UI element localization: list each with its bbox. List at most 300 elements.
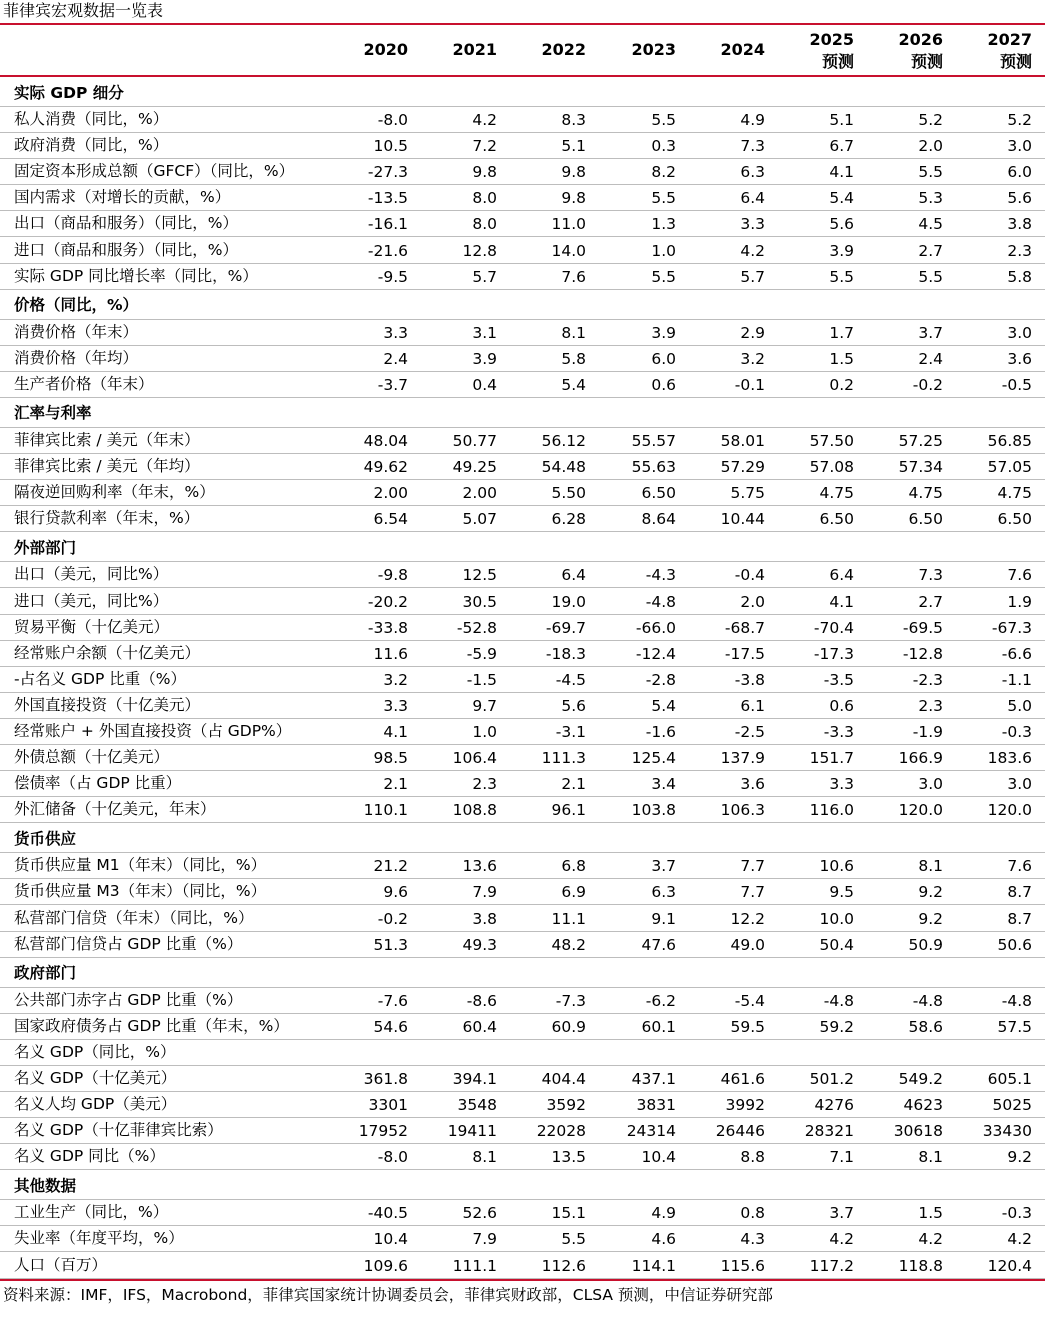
cell-value: 1.5 <box>829 349 854 368</box>
cell-value: 10.44 <box>720 510 765 529</box>
cell-value: 437.1 <box>631 1070 676 1088</box>
cell-value: 49.0 <box>730 935 765 954</box>
cell-value: 13.6 <box>462 857 497 876</box>
cell-value: 7.6 <box>1007 857 1032 876</box>
cell-value: 5.1 <box>561 137 586 156</box>
cell-value: 7.7 <box>740 857 765 876</box>
table-row <box>0 667 1045 693</box>
header-year-3 <box>597 25 676 75</box>
cell-value: 2.9 <box>740 323 765 342</box>
row-label: 货币供应量 M1（年末）（同比，%） <box>14 856 267 875</box>
cell-value: 1.0 <box>651 241 676 260</box>
cell-value: 5.4 <box>651 696 676 715</box>
cell-value: 361.8 <box>363 1070 408 1088</box>
cell-value: 2.3 <box>1007 241 1032 260</box>
table-body <box>0 77 1045 1279</box>
cell-value: 3.9 <box>651 323 676 342</box>
cell-value: 30618 <box>893 1122 943 1141</box>
cell-value: 118.8 <box>898 1256 943 1275</box>
cell-value <box>330 1040 408 1065</box>
cell-value: 11.1 <box>551 909 586 928</box>
cell-value: 6.4 <box>561 566 586 585</box>
cell-value: 14.0 <box>551 241 586 260</box>
cell-value: -33.8 <box>367 618 408 637</box>
cell-value: -1.1 <box>1001 670 1032 689</box>
table-row <box>0 905 1045 931</box>
cell-value: -8.0 <box>377 111 408 130</box>
cell-value: 96.1 <box>551 801 586 820</box>
cell-value: 0.4 <box>472 375 497 394</box>
cell-value: 3.6 <box>740 775 765 794</box>
cell-value: 6.54 <box>373 510 408 529</box>
cell-value: 0.3 <box>651 137 676 156</box>
cell-value: -0.3 <box>1001 1204 1032 1223</box>
table-row <box>0 185 1045 211</box>
cell-value: 19.0 <box>551 592 586 611</box>
cell-value: -70.4 <box>813 618 854 637</box>
cell-value: 6.50 <box>819 510 854 529</box>
cell-value: 4.2 <box>472 111 497 130</box>
cell-value: 0.6 <box>829 696 854 715</box>
cell-value: -3.5 <box>823 670 854 689</box>
cell-value: -13.5 <box>367 189 408 208</box>
cell-value: 3.0 <box>1007 137 1032 156</box>
cell-value: 2.00 <box>462 484 497 503</box>
table-row <box>0 428 1045 454</box>
section-title: 货币供应 <box>14 829 77 848</box>
cell-value: 50.9 <box>908 935 943 954</box>
cell-value: -67.3 <box>991 618 1032 637</box>
cell-value: 0.6 <box>651 375 676 394</box>
row-label: 货币供应量 M3（年末）（同比，%） <box>14 882 267 901</box>
cell-value: 4276 <box>814 1096 854 1115</box>
section-header-row <box>0 290 1045 320</box>
cell-value: 2.3 <box>472 775 497 794</box>
cell-value: 12.8 <box>462 241 497 260</box>
cell-value: -8.0 <box>377 1148 408 1167</box>
cell-value: 49.3 <box>462 935 497 954</box>
table-header-row <box>0 25 1045 77</box>
cell-value: 49.25 <box>452 458 497 477</box>
cell-value: 48.2 <box>551 935 586 954</box>
cell-value: 6.4 <box>740 189 765 208</box>
cell-value: 5.4 <box>561 375 586 394</box>
cell-value: -12.8 <box>902 644 943 663</box>
cell-value: 7.3 <box>918 566 943 585</box>
header-year-label: 2025 <box>809 30 854 49</box>
row-label: 贸易平衡（十亿美元） <box>14 617 170 636</box>
table-row <box>0 797 1045 823</box>
cell-value: 1.3 <box>651 215 676 234</box>
row-label: 私营部门信贷占 GDP 比重（%） <box>14 934 243 953</box>
header-year-label: 2026 <box>898 30 943 49</box>
cell-value: 109.6 <box>363 1256 408 1275</box>
cell-value: -4.8 <box>823 991 854 1010</box>
cell-value: 183.6 <box>987 749 1032 768</box>
cell-value: 106.4 <box>452 749 497 768</box>
cell-value: 51.3 <box>373 935 408 954</box>
cell-value: 5.5 <box>829 267 854 286</box>
header-year-label: 2020 <box>363 40 408 59</box>
row-label: 外债总额（十亿美元） <box>14 748 170 767</box>
cell-value: 2.00 <box>373 484 408 503</box>
cell-value: -17.5 <box>724 644 765 663</box>
cell-value: -5.9 <box>466 644 497 663</box>
table-row <box>0 615 1045 641</box>
header-year-0 <box>330 25 408 75</box>
section-title: 实际 GDP 细分 <box>14 83 124 102</box>
cell-value: 125.4 <box>631 749 676 768</box>
cell-value: 120.0 <box>898 801 943 820</box>
cell-value: 60.1 <box>641 1017 676 1036</box>
cell-value: 112.6 <box>541 1256 586 1275</box>
cell-value: 10.0 <box>819 909 854 928</box>
header-year-2 <box>508 25 586 75</box>
cell-value: 50.4 <box>819 935 854 954</box>
section-header-row <box>0 823 1045 853</box>
section-header-row <box>0 532 1045 562</box>
cell-value: 4.2 <box>1007 1230 1032 1249</box>
cell-value: 24314 <box>626 1122 676 1141</box>
cell-value: 57.08 <box>809 458 854 477</box>
cell-value: 4.1 <box>829 592 854 611</box>
cell-value: 6.0 <box>651 349 676 368</box>
cell-value: 6.4 <box>829 566 854 585</box>
cell-value: 8.1 <box>918 857 943 876</box>
row-label: 名义 GDP（同比，%） <box>14 1042 176 1061</box>
cell-value: 48.04 <box>363 432 408 451</box>
table-row <box>0 237 1045 263</box>
cell-value: 9.8 <box>561 163 586 182</box>
section-header-row <box>0 398 1045 428</box>
cell-value: 22028 <box>536 1122 586 1141</box>
row-label: 失业率（年度平均，%） <box>14 1229 184 1248</box>
table-row <box>0 264 1045 290</box>
cell-value: 4.75 <box>819 484 854 503</box>
cell-value: 3592 <box>546 1096 586 1115</box>
source-note: 资料来源：IMF，IFS，Macrobond，菲律宾国家统计协调委员会，菲律宾财政部，CLSA 预测，中信证券研究部 <box>3 1286 773 1304</box>
cell-value: 4.75 <box>997 484 1032 503</box>
cell-value: 12.5 <box>462 566 497 585</box>
header-year-label: 2021 <box>452 40 497 59</box>
cell-value: 4623 <box>903 1096 943 1115</box>
cell-value: 9.2 <box>918 909 943 928</box>
cell-value: 6.50 <box>908 510 943 529</box>
row-label: 政府消费（同比，%） <box>14 136 169 155</box>
cell-value: 8.1 <box>472 1148 497 1167</box>
table-row <box>0 133 1045 159</box>
cell-value: 166.9 <box>898 749 943 768</box>
cell-value: -6.2 <box>645 991 676 1010</box>
row-label: 进口（美元，同比%） <box>14 591 169 610</box>
cell-value: -27.3 <box>367 163 408 182</box>
cell-value: -16.1 <box>367 215 408 234</box>
cell-value: 8.0 <box>472 189 497 208</box>
cell-value: 3.7 <box>829 1204 854 1223</box>
cell-value: 2.0 <box>918 137 943 156</box>
table-row <box>0 211 1045 237</box>
cell-value: -66.0 <box>635 618 676 637</box>
cell-value: -69.7 <box>545 618 586 637</box>
cell-value: 26446 <box>715 1122 765 1141</box>
cell-value: 11.6 <box>373 644 408 663</box>
cell-value: 3.7 <box>918 323 943 342</box>
cell-value: 49.62 <box>363 458 408 477</box>
cell-value: -0.2 <box>912 375 943 394</box>
cell-value: 7.3 <box>740 137 765 156</box>
cell-value: 9.8 <box>472 163 497 182</box>
cell-value: 6.50 <box>997 510 1032 529</box>
cell-value: 0.2 <box>829 375 854 394</box>
cell-value: 117.2 <box>809 1256 854 1275</box>
table-row <box>0 506 1045 532</box>
cell-value: 115.6 <box>720 1256 765 1275</box>
cell-value: 19411 <box>447 1122 497 1141</box>
bottom-rule <box>0 1279 1045 1281</box>
cell-value: -2.8 <box>645 670 676 689</box>
cell-value: -20.2 <box>367 592 408 611</box>
cell-value: 6.9 <box>561 883 586 902</box>
cell-value: 7.9 <box>472 1230 497 1249</box>
cell-value: -52.8 <box>456 618 497 637</box>
table-row <box>0 879 1045 905</box>
cell-value: -4.3 <box>645 566 676 585</box>
table-row <box>0 745 1045 771</box>
cell-value: 7.9 <box>472 883 497 902</box>
row-label: 私人消费（同比，%） <box>14 110 169 129</box>
cell-value: 4.9 <box>651 1204 676 1223</box>
cell-value: 57.05 <box>987 458 1032 477</box>
cell-value: 4.1 <box>829 163 854 182</box>
cell-value: 3548 <box>457 1096 497 1115</box>
row-label: 进口（商品和服务）（同比，%） <box>14 240 238 259</box>
row-label: 偿债率（占 GDP 比重） <box>14 774 182 793</box>
cell-value: 10.4 <box>641 1148 676 1167</box>
cell-value: -3.8 <box>734 670 765 689</box>
cell-value: -3.3 <box>823 722 854 741</box>
cell-value: 2.7 <box>918 592 943 611</box>
row-label: 人口（百万） <box>14 1255 108 1274</box>
cell-value: 6.50 <box>641 484 676 503</box>
cell-value: 151.7 <box>809 749 854 768</box>
row-label: 菲律宾比索 / 美元（年末） <box>14 431 200 450</box>
cell-value: 6.3 <box>740 163 765 182</box>
cell-value: 461.6 <box>720 1070 765 1088</box>
cell-value: 8.8 <box>740 1148 765 1167</box>
row-label: -占名义 GDP 比重（%） <box>14 669 186 688</box>
header-year-label: 2027 <box>987 30 1032 49</box>
cell-value: 2.1 <box>561 775 586 794</box>
cell-value <box>954 1040 1032 1065</box>
cell-value: 5.2 <box>918 111 943 130</box>
header-year-label: 2022 <box>541 40 586 59</box>
cell-value: 5.8 <box>561 349 586 368</box>
cell-value: 8.2 <box>651 163 676 182</box>
cell-value: 1.0 <box>472 722 497 741</box>
cell-value: 3.3 <box>383 323 408 342</box>
table-title: 菲律宾宏观数据一览表 <box>3 1 164 20</box>
cell-value: -0.3 <box>1001 722 1032 741</box>
cell-value: -17.3 <box>813 644 854 663</box>
section-header-row <box>0 958 1045 988</box>
cell-value: -5.4 <box>734 991 765 1010</box>
cell-value: 6.8 <box>561 857 586 876</box>
row-label: 消费价格（年末） <box>14 322 139 341</box>
cell-value: 9.8 <box>561 189 586 208</box>
cell-value: 3.3 <box>829 775 854 794</box>
table-row <box>0 1092 1045 1118</box>
table-row <box>0 641 1045 667</box>
cell-value: 10.4 <box>373 1230 408 1249</box>
cell-value: 55.63 <box>631 458 676 477</box>
row-label: 生产者价格（年末） <box>14 374 154 393</box>
cell-value: -18.3 <box>545 644 586 663</box>
cell-value: 6.28 <box>551 510 586 529</box>
cell-value: 60.9 <box>551 1017 586 1036</box>
cell-value <box>597 1040 676 1065</box>
cell-value: 3301 <box>368 1096 408 1115</box>
cell-value: 56.85 <box>987 432 1032 451</box>
cell-value: 47.6 <box>641 935 676 954</box>
macro-data-table <box>0 25 1045 1279</box>
cell-value: 4.6 <box>651 1230 676 1249</box>
cell-value: 3.8 <box>1007 215 1032 234</box>
cell-value: 111.1 <box>452 1256 497 1275</box>
cell-value: 4.5 <box>918 215 943 234</box>
cell-value: 7.7 <box>740 883 765 902</box>
cell-value: 0.8 <box>740 1204 765 1223</box>
cell-value: -4.5 <box>555 670 586 689</box>
cell-value: 5.5 <box>651 189 676 208</box>
section-title: 政府部门 <box>14 964 77 983</box>
cell-value: 549.2 <box>898 1070 943 1088</box>
cell-value: 59.5 <box>730 1017 765 1036</box>
cell-value: 12.2 <box>730 909 765 928</box>
row-label: 经常账户余额（十亿美元） <box>14 643 201 662</box>
cell-value: 6.7 <box>829 137 854 156</box>
section-header-row <box>0 1170 1045 1200</box>
cell-value: 57.34 <box>898 458 943 477</box>
row-label: 国家政府债务占 GDP 比重（年末，%） <box>14 1016 289 1035</box>
table-row <box>0 1040 1045 1066</box>
header-year-5 <box>776 25 854 75</box>
cell-value: -2.3 <box>912 670 943 689</box>
table-row <box>0 1118 1045 1144</box>
header-year-6 <box>865 25 943 75</box>
section-header-row <box>0 77 1045 107</box>
cell-value: 3992 <box>725 1096 765 1115</box>
header-forecast-label: 预测 <box>910 52 943 71</box>
cell-value: 5.5 <box>918 163 943 182</box>
cell-value: -2.5 <box>734 722 765 741</box>
row-label: 公共部门赤字占 GDP 比重（%） <box>14 990 243 1009</box>
row-label: 出口（商品和服务）（同比，%） <box>14 214 238 233</box>
cell-value: 21.2 <box>373 857 408 876</box>
cell-value: 4.3 <box>740 1230 765 1249</box>
row-label: 实际 GDP 同比增长率（同比，%） <box>14 266 258 285</box>
cell-value: 2.3 <box>918 696 943 715</box>
table-row <box>0 719 1045 745</box>
cell-value: -8.6 <box>466 991 497 1010</box>
section-title: 价格（同比，%） <box>14 296 139 315</box>
cell-value: 1.5 <box>918 1204 943 1223</box>
cell-value: 3.2 <box>740 349 765 368</box>
table-row <box>0 771 1045 797</box>
cell-value: -0.1 <box>734 375 765 394</box>
row-label: 固定资本形成总额（GFCF）（同比，%） <box>14 162 295 181</box>
table-row <box>0 562 1045 588</box>
header-forecast-label: 预测 <box>999 52 1032 71</box>
cell-value: -21.6 <box>367 241 408 260</box>
cell-value: 5.5 <box>651 267 676 286</box>
cell-value: -1.9 <box>912 722 943 741</box>
cell-value: 3.6 <box>1007 349 1032 368</box>
cell-value: -4.8 <box>1001 991 1032 1010</box>
row-label: 名义 GDP 同比（%） <box>14 1147 165 1166</box>
row-label: 外国直接投资（十亿美元） <box>14 695 201 714</box>
cell-value: 28321 <box>804 1122 854 1141</box>
cell-value: 15.1 <box>551 1204 586 1223</box>
cell-value: 137.9 <box>720 749 765 768</box>
cell-value: 394.1 <box>452 1070 497 1088</box>
cell-value: 8.1 <box>561 323 586 342</box>
cell-value: 59.2 <box>819 1017 854 1036</box>
cell-value: 11.0 <box>551 215 586 234</box>
cell-value: -0.2 <box>377 909 408 928</box>
cell-value: 5.75 <box>730 484 765 503</box>
cell-value: 3.7 <box>651 857 676 876</box>
cell-value: 50.77 <box>452 432 497 451</box>
table-row <box>0 1252 1045 1278</box>
cell-value: 4.1 <box>383 722 408 741</box>
cell-value: -7.3 <box>555 991 586 1010</box>
table-row <box>0 320 1045 346</box>
cell-value: 3.3 <box>383 696 408 715</box>
cell-value: 7.6 <box>561 267 586 286</box>
row-label: 工业生产（同比，%） <box>14 1203 169 1222</box>
row-label: 银行贷款利率（年末，%） <box>14 509 200 528</box>
cell-value: 7.2 <box>472 137 497 156</box>
cell-value: -69.5 <box>902 618 943 637</box>
row-label: 名义 GDP（十亿美元） <box>14 1069 177 1087</box>
table-row <box>0 372 1045 398</box>
cell-value <box>865 1040 943 1065</box>
cell-value: -68.7 <box>724 618 765 637</box>
cell-value: 120.0 <box>987 801 1032 820</box>
cell-value: 6.0 <box>1007 163 1032 182</box>
table-row <box>0 159 1045 185</box>
cell-value: 4.2 <box>829 1230 854 1249</box>
cell-value: 5.6 <box>561 696 586 715</box>
cell-value: 5.0 <box>1007 696 1032 715</box>
table-row <box>0 454 1045 480</box>
table-row <box>0 853 1045 879</box>
cell-value: -1.5 <box>466 670 497 689</box>
section-title: 外部部门 <box>14 538 77 557</box>
cell-value: 5.1 <box>829 111 854 130</box>
cell-value: 5.7 <box>472 267 497 286</box>
cell-value: 3.4 <box>651 775 676 794</box>
cell-value: 2.1 <box>383 775 408 794</box>
cell-value: 33430 <box>982 1122 1032 1141</box>
cell-value: 3.0 <box>918 775 943 794</box>
cell-value: 56.12 <box>541 432 586 451</box>
cell-value: 52.6 <box>462 1204 497 1223</box>
cell-value: 404.4 <box>541 1070 586 1088</box>
cell-value: 5025 <box>992 1096 1032 1115</box>
table-row <box>0 932 1045 958</box>
cell-value: -3.1 <box>555 722 586 741</box>
